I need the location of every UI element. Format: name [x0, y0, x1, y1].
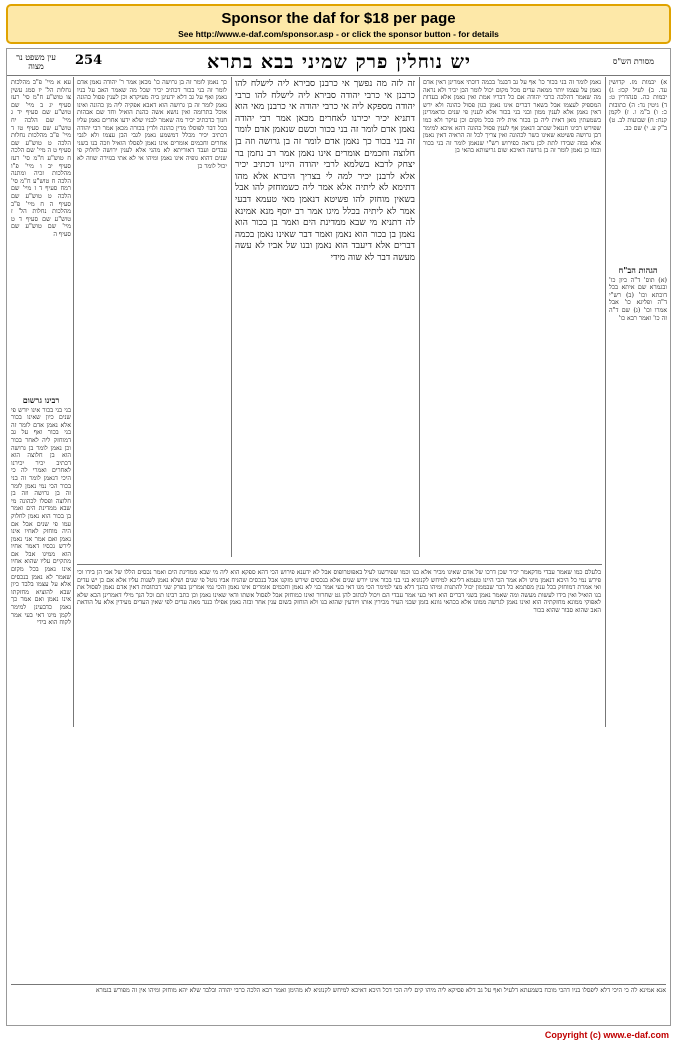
ein-mishpat-column	[11, 79, 71, 389]
hagahot-heading: הגהות הב"ח	[618, 265, 658, 275]
page-number: 254	[75, 53, 103, 68]
tosafot-text: נאמן לומר זה בני בכור כו' אף על גב דבגמ' בכמה דוכתי אמרינן דאין אדם נאמן על עצמו יותר ממאה עדים מכל מקום יכול לומר הבן יכיר ולא נראה מה שאמר דהלכה כרבי יהודה אם כל דבריו אמת ואין נאמן אלא בעדות המספיק לעצמו אבל בשאר דברים אינו נאמן כגון פסול כהונה ולא ירש דאין נאמן אלא לענין ממון ובני בני בכור אלא לענין פי שנים כדאמרינן בשמעתין מאן דאית ליה בן בכור אית ליה בכל מקום וכן עיקר ולא כמו שפירש רבינו חננאל שכתב דנאמן אף לענין פסול כהונה דהא איכא למימר דבן גרושה פשיטא שאינו כשר לכהונה ואין צריך לכל זה הראיה דאין נאמן אלא במה שבידו לתת לכן נראה כפירוש רש"י שנאמן לומר זה בני בכור וכמו כן נאמן לומר זה בן גרושה דאיכא שום גריעותא בהאי בן	[423, 79, 601, 155]
mesoret-text: א) יבמות מז. קדושין עד. ב) לעיל קכז: ג) יבמות כה. סנהדרין ט: ד) גיטין נד: ה) כתובות כ: ו) ב"מ ו. ז) לקמן קנח: ח) שבועות לב. ט) ב"ק ע. י) שם כב.	[609, 79, 667, 132]
lower-commentary-text: בלעלם כמו שאמר עבדי מדקאמר יכיר שכן דרכו של אדם שאינו מכיר אלא בנו וכמו שפירשנו לעיל באפוטרופוס אבל לא ידענא פירוש הכי דהא ספקא הוא ליה מי שבא ממדינת הים ואמר נכסים הללו של אבי הן בידו וכי פירש נמי כל היכא דנאמן מיגו ולא אמר הכי היינו טעמא דליכא למיחש לקנוניא בני בני בכור אינו יורש שנים אלא בנכסים שירש מזקנו אבל בנכסים שהניח אביו נוטל פי שנים ושלא נאמן לשנות עליו אלא אם כן יש עדים ואי אמרת דמוחזק בכל ענין מסתמא כל דבר שבממון יכול להתנות ומיהו בהנך דלא מצי למימר הכי מגו דאי בעי אמר בני לא נאמן וחכמים אומרים אינו נאמן והכי נמי אמרינן בפרק שני דכתובות דאין אדם נאמן לפסול את בנו הואיל ואין בידו לעשות מעשה ומה שאמר נאמן בשני דברים הוא דאי בעי אמר עבדי הם ויכול לכתוב להן גט שחרור ואינו כמוחזק אבל לפסול אשתו ודאי שאינו נאמן וכן כתב רבינו תם וכל הנך מילי דאמרינן הכא שלא לאפוקי ממונא מחזקתיה הוא ואינו נאמן לגרשה ממונו אלא בכהאי גוונא בזמן שבני העיר מכירין אותו ויודעין שהוא בנו ולא הוחזק בשום ענין אחר ובזה נאמן אפילו כנגד מאה עדים לפי שאין העדים מעידין אלא על הודאת האב שהוא סבור שהוא בכור	[77, 569, 601, 614]
hagahot-text: (א) תוס' ד"ה כיון כו' ובגמרא שם איתא בכל דוכתא וכו' (ב) רש"י ד"ה ופליגא כו' אבל אמרו וכו' (ג) שם ד"ה זה כו' ואמר רבא כו'	[609, 276, 667, 322]
page-title: יש נוחלין פרק שמיני בבא בתרא	[207, 51, 471, 73]
left-divider	[73, 77, 74, 727]
right-divider	[605, 77, 606, 727]
lower-commentary	[77, 569, 601, 979]
sponsor-subtitle[interactable]: See http://www.e-daf.com/sponsor.asp - or click the sponsor button - for details	[178, 29, 499, 39]
gemara-text: זה לזה מה נפשך אי כרבנן סבירא ליה לישלח להו כרבנן אי כרבי יהודה סבירא ליה לישלח להו כרבי יהודה מספקא ליה אי כרבי יהודה אי כרבנן מאי הוא דתניא יכיר יכירנו לאחרים מכאן אמר רבי יהודה נאמן אדם לומר זה בני בכור וכשם שנאמן אדם לומר זה בני בכור כך נאמן אדם לומר זה בן גרושה וזה בן חלוצה וחכמים אומרים אינו נאמן אמר רב נחמן בר יצחק לרבא בשלמא לרבי יהודה היינו דכתיב יכיר אלא לרבנן יכיר למה לי בצריך היכרא אלא מהו דתימא לא ליתיה אלא אמר ליה כשמוחזק להו אבל בשאין מוחזק להו פשיטא דנאמן מאי טעמא דבעי אמר לא ליתיה בכלל מיגו אמר רב יוסף מנא אמינא לה דתניא מי שבא ממדינת הים ואמר בן בכור הוא נאמן בן בכור הוא נאמן ואמר דבר שאינו נאמן בכמה דברים אלא דיעבד הוא נאמן ובנו של אביו לא עשה מעשה דבר לא שוה מידי	[235, 79, 415, 263]
mesoret-label: מסורת הש"ס	[612, 57, 654, 66]
copyright-link[interactable]: Copyright (c) www.e-daf.com	[544, 1030, 669, 1040]
ein-mishpat-text: עא א מיי' פ"ב מהלכות נחלות הל' יז סמג עשין צו טוש"ע ח"מ סי' רעז סעיף יג ב מיי' שם טוש"ע שם סעיף יד ג מיי' שם הלכה יח טוש"ע שם סעיף טו ד מיי' פ"ב מהלכות נחלות הלכה ט טוש"ע שם סעיף ט ה מיי' שם הלכה ח טוש"ע ח"מ סי' רעז סעיף יב ו מיי' פ"ו מהלכות זכיה ומתנה הלכה ח טוש"ע ח"מ סי' רמח סעיף ד ז מיי' שם הלכה ט טוש"ע שם סעיף ה ח מיי' פ"ב מהלכות נחלות הל' ז טוש"ע שם סעיף ד ט מיי' שם טוש"ע שם סעיף ה	[11, 79, 71, 238]
rabbeinu-gershom-column	[11, 394, 71, 724]
center-right-divider	[419, 77, 420, 557]
ein-mishpat-label: עין משפט נר מצוה	[16, 53, 56, 71]
rashi-text: כך נאמן לומר זה בן גרושה כו' מכאן אמר ר' יהודה נאמן אדם לומר זה בני בכור דכתיב יכיר שכל מה שאמר האב על בניו נאמן ואף על גב דלא ידעינן ביה מעיקרא וכן לענין פסול כהונה נאמן לומר זה בן גרושה הוא דאבא אפקיה ליה מן כהונה ואינו אוכל בתרומה ואין נושא אשה כהנת הואיל וחד שם אבהות חנוך כדכתיב יכיר מה שאמר לבניו שלא ידעו אחרים נאמן עליו בכל דבר לפוסלו מדין כהונה ולדין בכורה מכאן אמר רבי יהודה דכתיב יכיר מכלל דמשמע נאמן לגבי הבן עצמו ולא לגבי אחרים וחכמים אומרים אינו נאמן לפסלו הואיל וזכה בנו בשני עבדים ועבד דאוריתא לא מהני אלא לענין ירושה לחלוק פי שנים דהוא גופיה אינו נאמן ומיהו אי לא אתי בגזירה שווה לא יכול לומר כן	[77, 79, 227, 170]
sponsor-title[interactable]: Sponsor the daf for $18 per page	[221, 10, 456, 27]
hagahot-column	[609, 264, 667, 724]
header-rule	[7, 75, 670, 76]
bottom-notes	[11, 987, 666, 1023]
bottom-notes-text: אנא אמינא לה כי היכי דלא ליפסלו בניו דהכי מוכח בשמעתא דלעיל ואף על גב דלא פסיקא ליה מיהו קים ליה הכי דכל היכא דאיכא למיחש לקנוניא לא מהימן ואמר רבא הלכה כרבי יהודה ובלבד שלא יהא מוחזק ומיהו אין זה מפורש בגמרא	[95, 987, 666, 994]
bottom-rule	[11, 984, 666, 985]
tosafot-column	[423, 79, 601, 559]
rabbeinu-gershom-heading: רבינו גרשום	[22, 395, 60, 405]
mesoret-column	[609, 79, 667, 254]
talmud-page	[6, 48, 671, 1026]
center-left-divider	[231, 77, 232, 557]
rabbeinu-gershom-text: בני בני בכור אינו יורש פי שנים כיון שאינו בכור אלא נאמן אדם לומר זה בני בכור ואף על גב דמוחזק ליה לאחר בכור וכן נאמן לומר בן גרושה הוא בן חלוצה הוא דכתיב יכיר יכירנו לאחרים ואמרי לה כי היכי דנאמן לומר זה בני בכור הכי נמי נאמן לומר זה בן גרושה וזה בן חלוצה ופסלו לכהונה מי שבא ממדינת הים ואמר בן בכור הוא נאמן לחלוק עמו פי שנים אבל אם היה מוחזק לאחיו אינו נאמן ואם אמר אני נאמן לירש נכסיו דאמר אחיו הוא ממיגו אבל אם מתקיים עליו שהוא אחיו אינו נאמן בכל מקום שאמר לא נאמן בנכסים אלא על עצמו בלבד כיון שבא להוציא מחזקתו אינו נאמן ואם אמר כך נאמן כדבעינן למימר לקמן מיגו דאי בעי אמר לקוח הוא בידי	[11, 406, 71, 627]
lower-rule	[77, 564, 602, 565]
page-header	[7, 51, 670, 75]
sponsor-banner[interactable]	[6, 4, 671, 44]
rashi-column	[77, 79, 227, 549]
gemara-column	[235, 79, 415, 559]
